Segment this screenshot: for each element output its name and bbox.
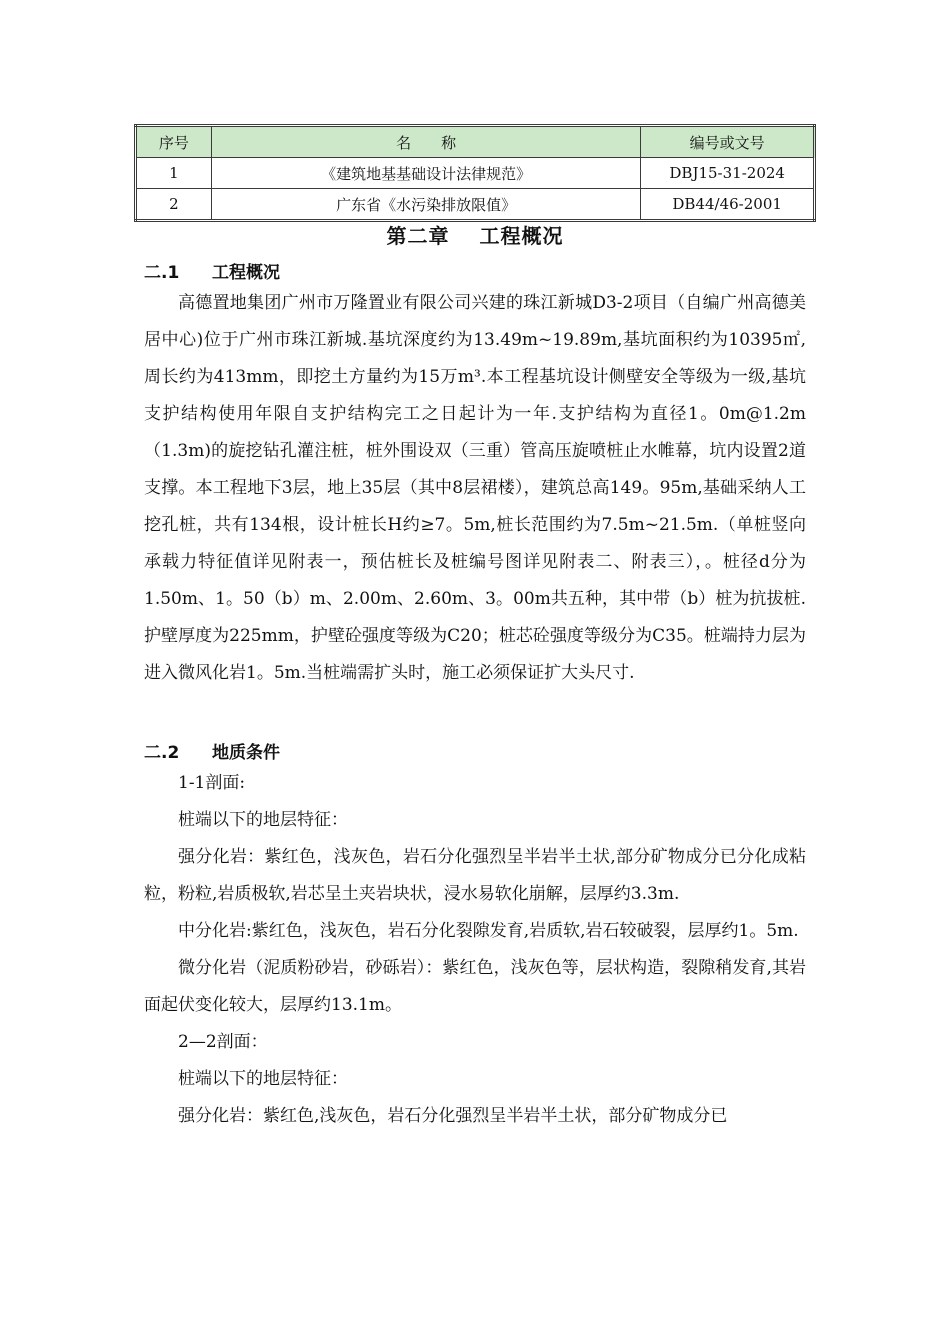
geology-paragraph: 桩端以下的地层特征：: [178, 810, 348, 830]
cell-name: 《建筑地基基础设计法律规范》: [211, 158, 641, 189]
geology-paragraph: 微分化岩（泥质粉砂岩，砂砾岩）：紫红色，浅灰色等，层状构造，裂隙稍发育,其岩面起伏变化较大，层厚约13.1m。: [144, 958, 806, 1015]
geology-paragraph: 1-1剖面:: [178, 773, 246, 793]
reference-standards-table: [134, 124, 816, 222]
geology-paragraph: 中分化岩:紫红色，浅灰色，岩石分化裂隙发育,岩质软,岩石较破裂，层厚约1。5m.: [178, 921, 799, 941]
overview-body: [144, 285, 806, 692]
section-title: 地质条件: [212, 743, 280, 763]
section-heading-overview: [144, 258, 280, 283]
overview-paragraph: 高德置地集团广州市万隆置业有限公司兴建的珠江新城D3-2项目（自编广州高德美居中心)位于广州市珠江新城.基坑深度约为13.49m~19.89m,基坑面积约为10395㎡,周长约为413mm，即挖土方量约为15万m³.本工程基坑设计侧壁安全等级为一级,基坑支护结构使用年限自支护结构完工之日起计为一年.支护结构为直径1。0m@1.2m（1.3m)的旋挖钻孔灌注桩，桩外围设双（三重）管高压旋喷桩止水帷幕，坑内设置2道支撑。本工程地下3层，地上35层（其中8层裙楼），建筑总高149。95m,基础采纳人工挖孔桩，共有134根，设计桩长H约≥7。5m,桩长范围约为7.5m~21.5m.（单桩竖向承载力特征值详见附表一，预估桩长及桩编号图详见附表二、附表三），。桩径d分为1.50m、1。50（b）m、2.00m、2.60m、3。00m共五种，其中带（b）桩为抗拔桩.护壁厚度为225mm，护壁砼强度等级为C20；桩芯砼强度等级分为C35。桩端持力层为进入微风化岩1。5m.当桩端需扩头时，施工必须保证扩大头尺寸.: [144, 293, 806, 683]
cell-code: DBJ15-31-2024: [641, 158, 815, 189]
cell-name: 广东省《水污染排放限值》: [211, 189, 641, 221]
geology-paragraph: 桩端以下的地层特征：: [178, 1069, 348, 1089]
cell-serial: 2: [136, 189, 212, 221]
table-row: [136, 158, 815, 189]
geology-paragraph: 强分化岩：紫红色，浅灰色，岩石分化强烈呈半岩半土状,部分矿物成分已分化成粘粒，粉粒,岩质极软,岩芯呈土夹岩块状，浸水易软化崩解，层厚约3.3m.: [144, 847, 806, 904]
geology-paragraph: 2—2剖面：: [178, 1032, 268, 1052]
chapter-name: 工程概况: [479, 224, 564, 248]
table-header-row: [136, 126, 815, 158]
cell-serial: 1: [136, 158, 212, 189]
geology-paragraph: 强分化岩：紫红色,浅灰色，岩石分化强烈呈半岩半土状，部分矿物成分已: [178, 1106, 728, 1126]
header-serial: 序号: [136, 126, 212, 158]
chapter-number: 第二章: [386, 224, 450, 248]
geology-body: [144, 765, 806, 1135]
section-heading-geology: [144, 738, 280, 763]
table-row: [136, 189, 815, 221]
section-title: 工程概况: [212, 263, 280, 283]
section-number: 二.1: [144, 263, 180, 283]
header-code: 编号或文号: [641, 126, 815, 158]
section-number: 二.2: [144, 743, 180, 763]
chapter-title: [0, 220, 950, 249]
cell-code: DB44/46-2001: [641, 189, 815, 221]
header-name: 名 称: [211, 126, 641, 158]
